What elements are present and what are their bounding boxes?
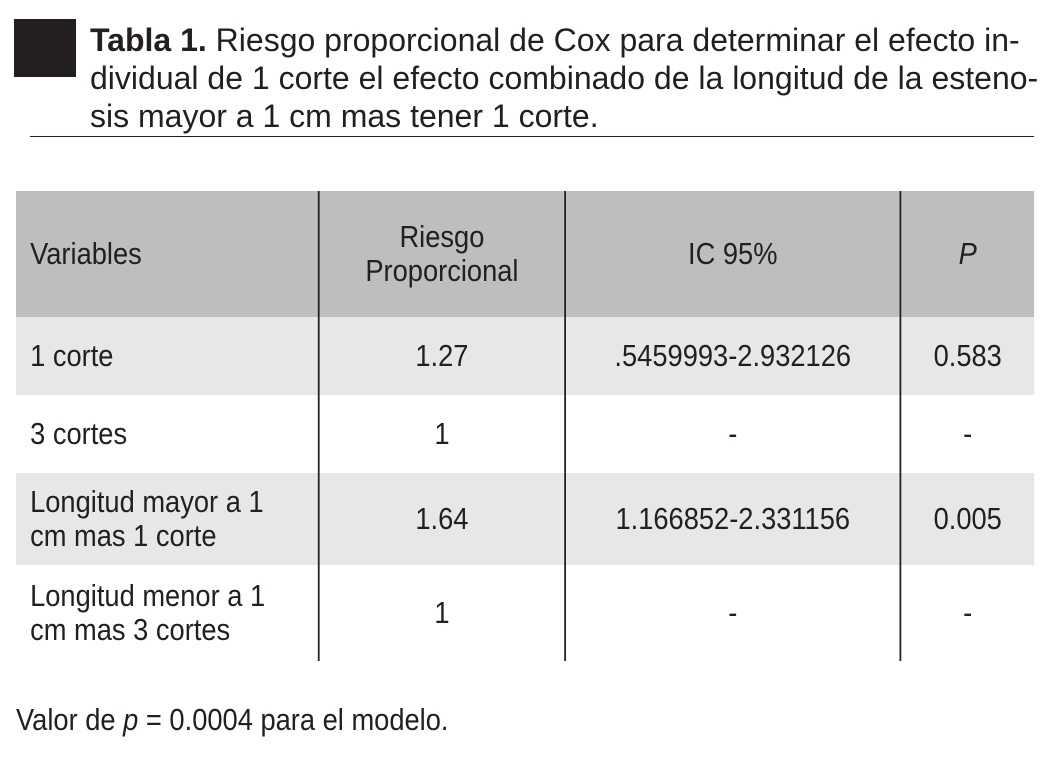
caption-label: Tabla 1. bbox=[90, 22, 207, 58]
header-ci: IC 95% bbox=[565, 191, 900, 317]
cell-p: - bbox=[900, 565, 1034, 661]
header-risk bbox=[319, 191, 565, 317]
cell-variable bbox=[16, 473, 319, 565]
table-row bbox=[16, 473, 1034, 565]
header-p: P bbox=[900, 191, 1034, 317]
cell-p: 0.005 bbox=[900, 473, 1034, 565]
caption-divider bbox=[30, 136, 1034, 137]
cell-risk: 1.64 bbox=[319, 473, 565, 565]
table-caption bbox=[90, 21, 1039, 135]
cell-ci: - bbox=[565, 565, 900, 661]
cell-ci: - bbox=[565, 395, 900, 473]
footnote-prefix: Valor de bbox=[16, 702, 124, 737]
cell-variable-line-2: cm mas 3 cortes bbox=[30, 612, 231, 647]
cell-ci: .5459993-2.932126 bbox=[565, 317, 900, 395]
cell-p: - bbox=[900, 395, 1034, 473]
caption-line-3: sis mayor a 1 cm mas tener 1 corte. bbox=[90, 98, 599, 134]
cox-results-table bbox=[16, 191, 1034, 661]
footnote-variable: p bbox=[123, 702, 139, 737]
table-row bbox=[16, 565, 1034, 661]
cell-variable bbox=[16, 395, 319, 473]
table-header-row bbox=[16, 191, 1034, 317]
header-risk-line-1: Riesgo bbox=[399, 219, 485, 254]
cell-variable-line-2: cm mas 1 corte bbox=[30, 518, 217, 553]
header-risk-line-2: Proporcional bbox=[365, 253, 519, 288]
cell-risk: 1.27 bbox=[319, 317, 565, 395]
cell-variable-line-1: 3 cortes bbox=[30, 416, 128, 451]
cell-variable bbox=[16, 317, 319, 395]
cell-risk: 1 bbox=[319, 395, 565, 473]
cell-variable-line-1: Longitud mayor a 1 bbox=[30, 484, 264, 519]
cell-p: 0.583 bbox=[900, 317, 1034, 395]
table-row bbox=[16, 395, 1034, 473]
cell-ci: 1.166852-2.331156 bbox=[565, 473, 900, 565]
cell-variable-line-1: Longitud menor a 1 bbox=[30, 578, 266, 613]
header-variables: Variables bbox=[30, 236, 142, 271]
cell-risk: 1 bbox=[319, 565, 565, 661]
cell-variable bbox=[16, 565, 319, 661]
caption-line-2: dividual de 1 corte el efecto combinado de la longitud de la esteno- bbox=[90, 60, 1039, 96]
caption-line-1 bbox=[90, 21, 1030, 59]
caption-marker-block bbox=[14, 19, 76, 77]
footnote-suffix: = 0.0004 para el modelo. bbox=[138, 702, 449, 737]
table-row bbox=[16, 317, 1034, 395]
caption-line-1-text: Riesgo proporcional de Cox para determinar el efecto in- bbox=[206, 22, 1020, 58]
cell-variable-line-1: 1 corte bbox=[30, 338, 114, 373]
table-footnote bbox=[16, 701, 449, 739]
